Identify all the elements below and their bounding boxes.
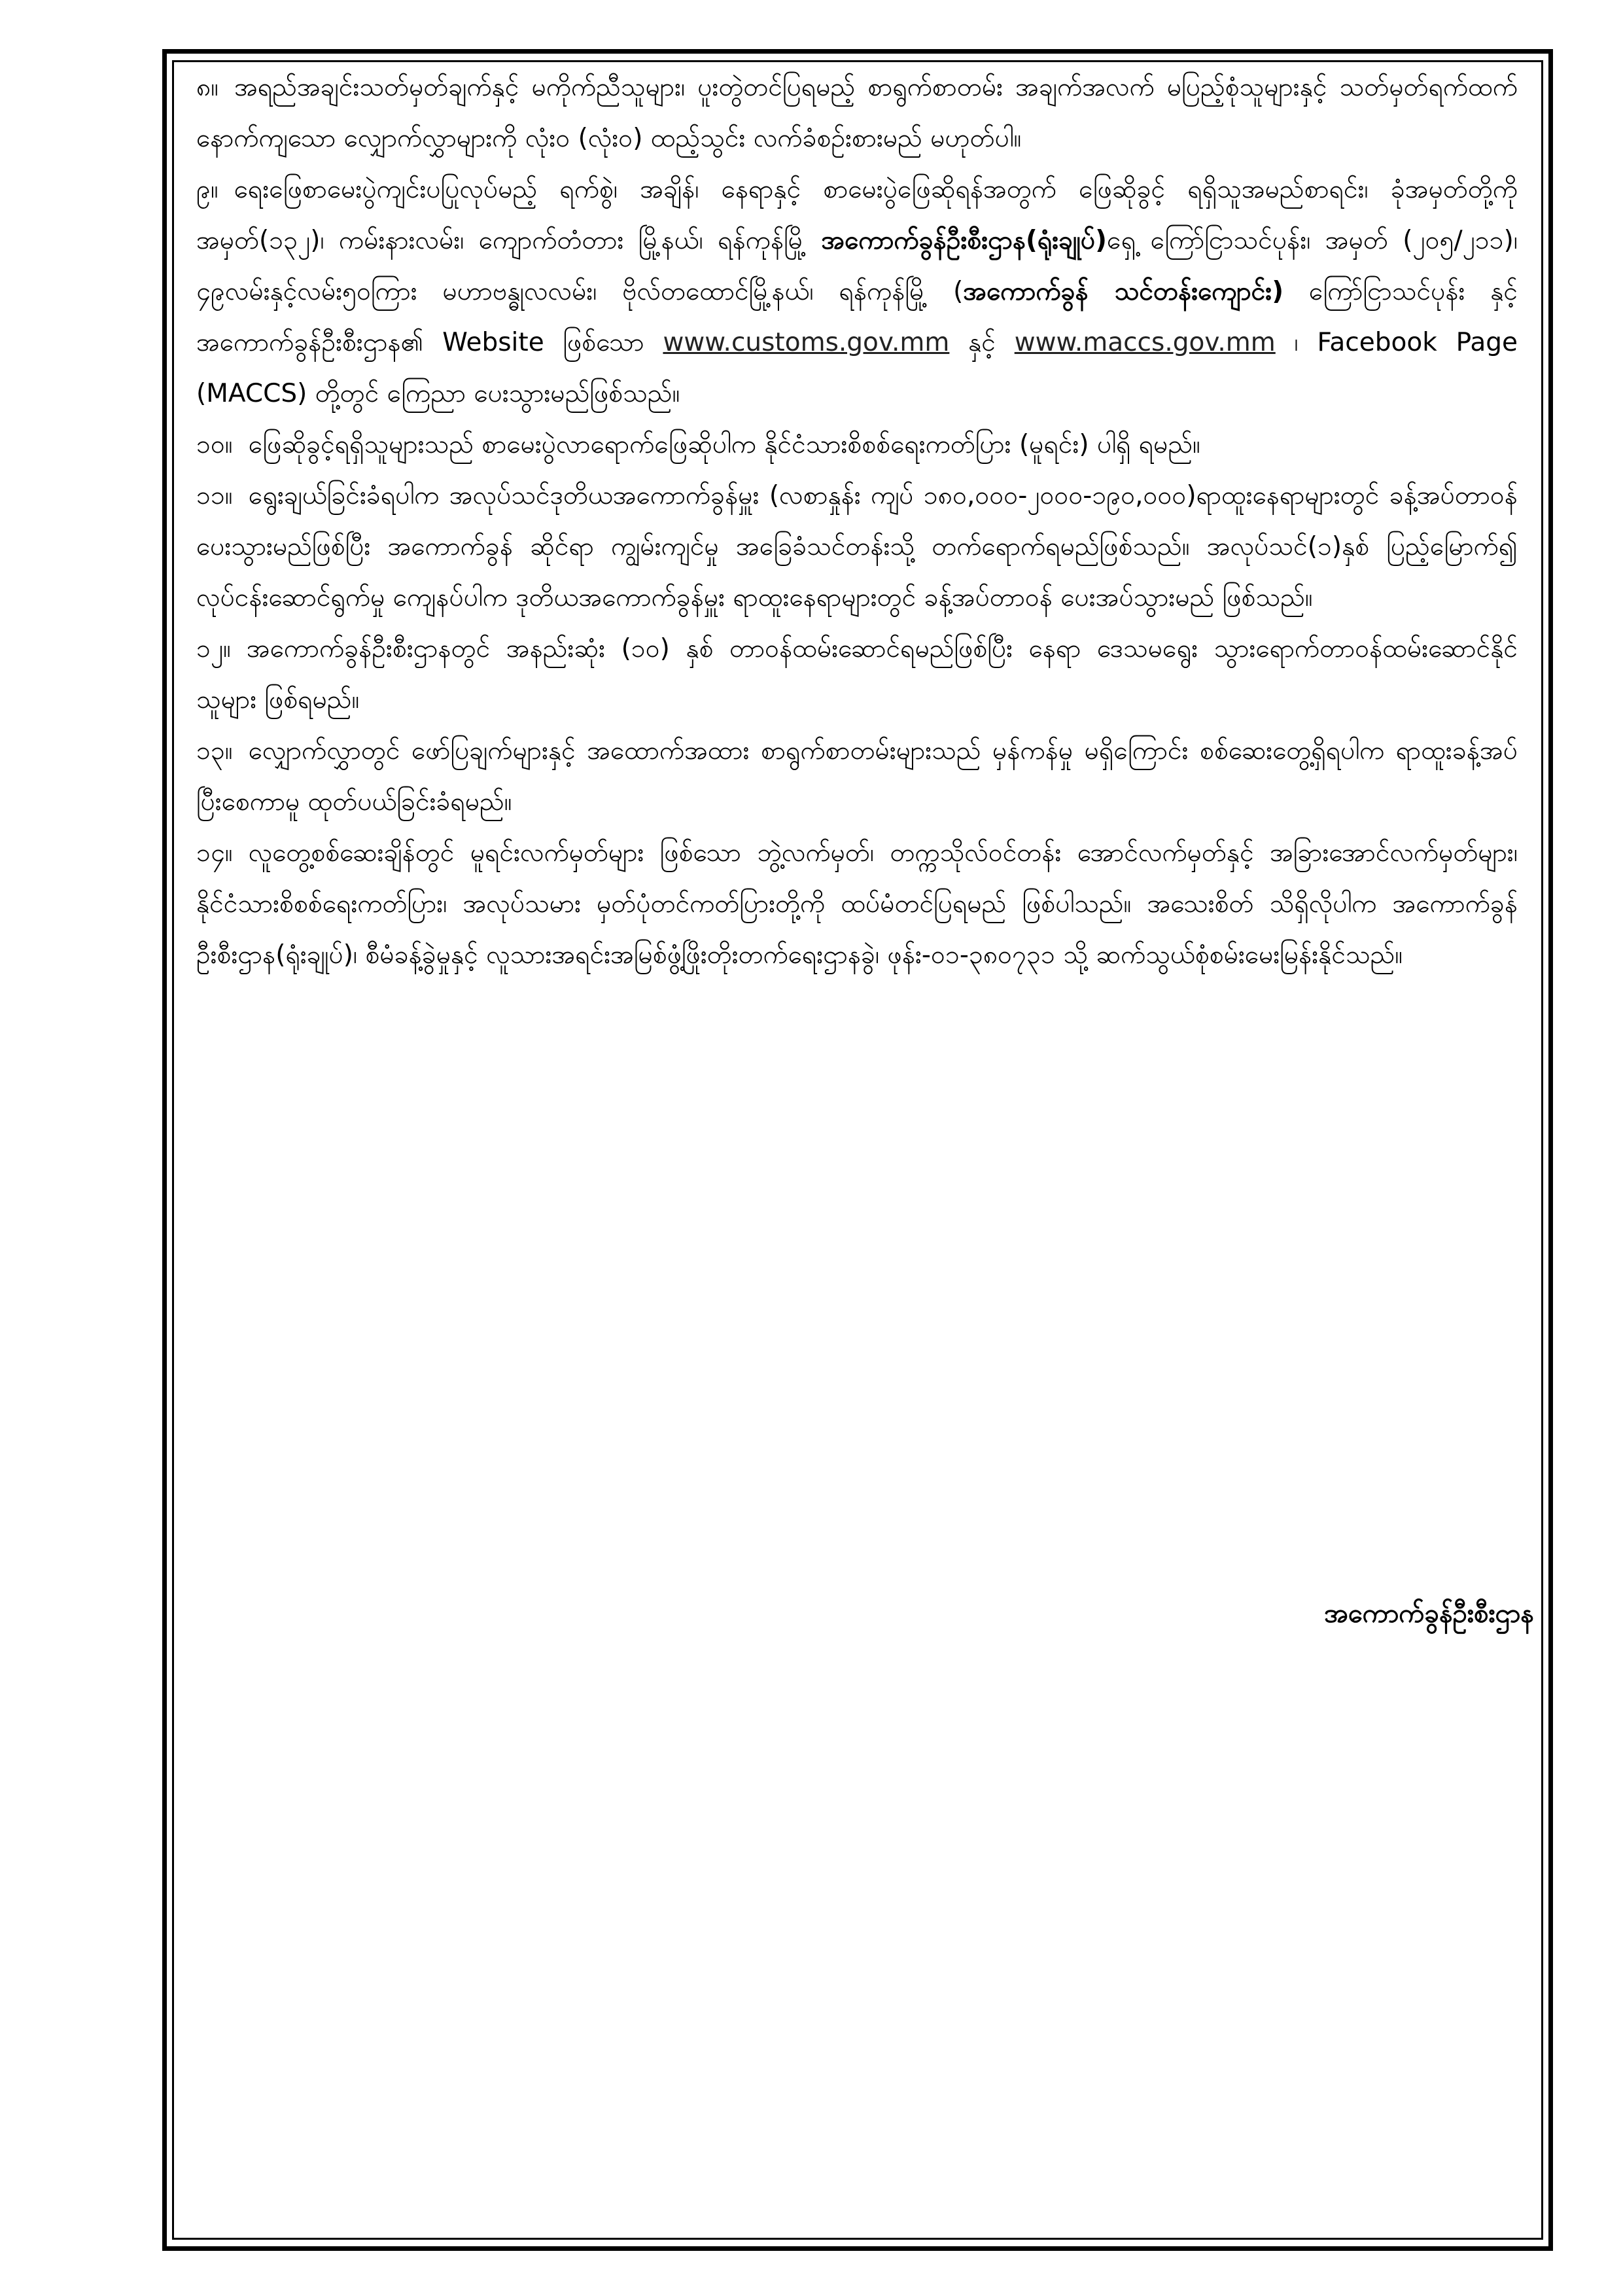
- paragraph-text: ရှေ့ ကြော်ငြာသင်ပုန်း၊ အမှတ် (၂၀၅/၂၁၁)၊ ၄၉လမ်းနှင့်လမ်း၅၀ကြား မဟာဗန္ဓုလလမ်း၊ ဗိုလ်တထောင်မြို့နယ်၊ ရန်ကုန်မြို့ (: [196, 226, 1518, 306]
- document-body: [196, 62, 1518, 981]
- signature-department: အကောက်ခွန်ဦးစီးဌာန: [1324, 1598, 1534, 1629]
- paragraph-text: ၊ Facebook Page (MACCS) တို့တွင် ကြေညာ ပေးသွားမည်ဖြစ်သည်။: [196, 328, 1518, 408]
- paragraph-12: [196, 624, 1518, 726]
- paragraph-14: [196, 828, 1518, 981]
- paragraph-text: ရွေးချယ်ခြင်းခံရပါက အလုပ်သင်ဒုတိယအကောက်ခွန်မှူး (လစာနှုန်း ကျပ် ၁၈၀,၀၀၀-၂၀၀၀-၁၉၀,၀၀၀)ရာထူးနေရာများတွင် ခန့်အပ်တာဝန် ပေးသွားမည်ဖြစ်ပြီး အကောက်ခွန် ဆိုင်ရာ ကျွမ်းကျင်မှု အခြေခံသင်တန်းသို့ တက်ရောက်ရမည်ဖြစ်သည်။ အလုပ်သင်(၁)နှစ် ပြည့်မြောက်၍ လုပ်ငန်းဆောင်ရွက်မှု ကျေနပ်ပါက ဒုတိယအကောက်ခွန်မှူး ရာထူးနေရာများတွင် ခန့်အပ်တာဝန် ပေးအပ်သွားမည် ဖြစ်သည်။: [196, 481, 1518, 612]
- paragraph-9: [196, 164, 1518, 419]
- paragraph-text: အရည်အချင်းသတ်မှတ်ချက်နှင့် မကိုက်ညီသူများ၊ ပူးတွဲတင်ပြရမည့် စာရွက်စာတမ်း အချက်အလက် မပြည့်စုံသူများနှင့် သတ်မှတ်ရက်ထက် နောက်ကျသော လျှောက်လွှာများကို လုံးဝ (လုံးဝ) ထည့်သွင်း လက်ခံစဉ်းစားမည် မဟုတ်ပါ။: [196, 73, 1518, 153]
- bold-text-hq: အကောက်ခွန်ဦးစီးဌာန(ရုံးချုပ်): [821, 226, 1107, 255]
- paragraph-10: [196, 419, 1518, 470]
- paragraph-text: အကောက်ခွန်ဦးစီးဌာနတွင် အနည်းဆုံး (၁၀) နှစ် တာဝန်ထမ်းဆောင်ရမည်ဖြစ်ပြီး နေရာ ဒေသမရွေး သွားရောက်တာဝန်ထမ်းဆောင်နိုင်သူများ ဖြစ်ရမည်။: [196, 634, 1518, 715]
- website-link-maccs[interactable]: www.maccs.gov.mm: [1014, 328, 1276, 357]
- paragraph-8: [196, 62, 1518, 164]
- paragraph-11: [196, 470, 1518, 624]
- paragraph-text: ရေးဖြေစာမေးပွဲကျင်းပပြုလုပ်မည့် ရက်စွဲ၊ အချိန်၊ နေရာနှင့် စာမေးပွဲဖြေဆိုရန်အတွက် ဖြေဆိုခွင့် ရရှိသူအမည်စာရင်း၊ ခုံအမှတ်တို့ကို အမှတ်(၁၃၂)၊ ကမ်းနားလမ်း၊ ကျောက်တံတား မြို့နယ်၊ ရန်ကုန်မြို့: [196, 175, 1518, 255]
- paragraph-number: ၁၀။: [196, 430, 233, 459]
- paragraph-text: ဖြေဆိုခွင့်ရရှိသူများသည် စာမေးပွဲလာရောက်ဖြေဆိုပါက နိုင်ငံသားစိစစ်ရေးကတ်ပြား (မူရင်း) ပါရှိ ရမည်။: [248, 430, 1200, 459]
- paragraph-text: နှင့်: [949, 328, 1015, 357]
- paragraph-number: ၁၄။: [196, 838, 233, 868]
- bold-text-school: အကောက်ခွန် သင်တန်းကျောင်း): [963, 277, 1284, 306]
- paragraph-number: ၁၁။: [196, 481, 233, 510]
- website-link-customs[interactable]: www.customs.gov.mm: [663, 328, 950, 357]
- paragraph-number: ၁၃။: [196, 736, 233, 766]
- paragraph-number: ၁၂။: [196, 634, 231, 663]
- paragraph-13: [196, 726, 1518, 828]
- paragraph-text: လူတွေ့စစ်ဆေးချိန်တွင် မူရင်းလက်မှတ်များ ဖြစ်သော ဘွဲ့လက်မှတ်၊ တက္ကသိုလ်ဝင်တန်း အောင်လက်မှတ်နှင့် အခြားအောင်လက်မှတ်များ၊ နိုင်ငံသားစိစစ်ရေးကတ်ပြား၊ အလုပ်သမား မှတ်ပုံတင်ကတ်ပြားတို့ကို ထပ်မံတင်ပြရမည် ဖြစ်ပါသည်။ အသေးစိတ် သိရှိလိုပါက အကောက်ခွန် ဦးစီးဌာန(ရုံးချုပ်)၊ စီမံခန့်ခွဲမှုနှင့် လူသားအရင်းအမြစ်ဖွံ့ဖြိုးတိုးတက်ရေးဌာနခွဲ၊ ဖုန်း-၀၁-၃၈၀၇၃၁ သို့ ဆက်သွယ်စုံစမ်းမေးမြန်းနိုင်သည်။: [196, 838, 1518, 970]
- paragraph-text: ကြော်ငြာသင်ပုန်း နှင့် အကောက်ခွန်ဦးစီးဌာန၏ Website ဖြစ်သော: [196, 277, 1518, 357]
- paragraph-number: ၉။: [196, 175, 218, 204]
- paragraph-number: ၈။: [196, 73, 219, 102]
- paragraph-text: လျှောက်လွှာတွင် ဖော်ပြချက်များနှင့် အထောက်အထား စာရွက်စာတမ်းများသည် မှန်ကန်မှု မရှိကြောင်း စစ်ဆေးတွေ့ရှိရပါက ရာထူးခန့်အပ်ပြီးစေကာမူ ထုတ်ပယ်ခြင်းခံရမည်။: [196, 736, 1518, 817]
